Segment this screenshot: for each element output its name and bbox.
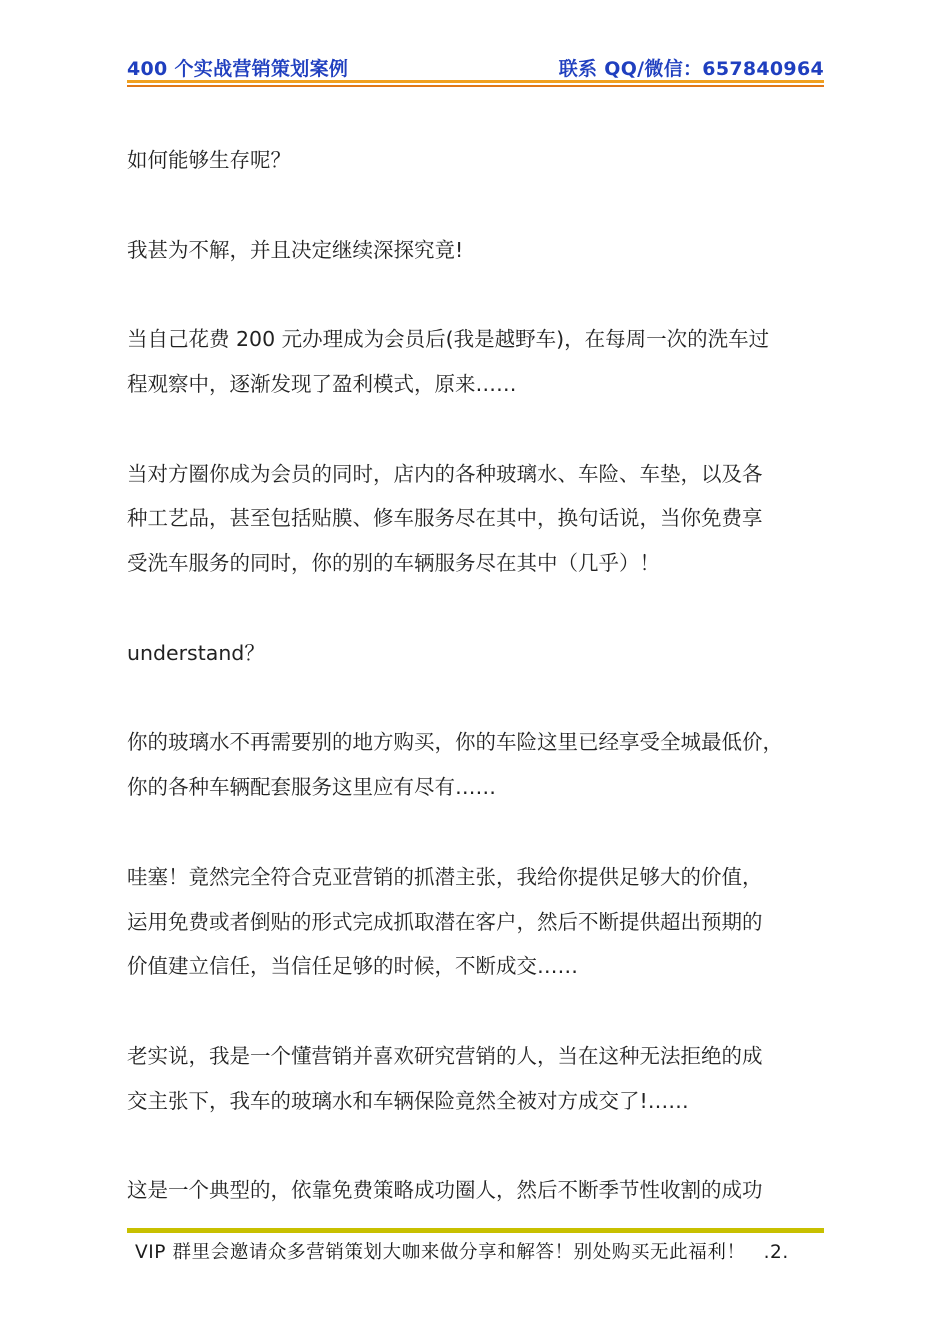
paragraph-7 xyxy=(127,855,827,989)
text-line: 你的各种车辆配套服务这里应有尽有…… xyxy=(127,775,496,800)
text-line: 程观察中，逐渐发现了盈利模式，原来…… xyxy=(127,371,517,396)
paragraph-9 xyxy=(127,1168,827,1213)
header-divider-top xyxy=(127,80,824,83)
paragraph-6 xyxy=(127,720,827,810)
text-line: 当自己花费 200 元办理成为会员后(我是越野车)，在每周一次的洗车过 xyxy=(127,327,770,352)
paragraph-1 xyxy=(127,138,827,183)
document-body xyxy=(127,138,827,1258)
footer-text: VIP 群里会邀请众多营销策划大咖来做分享和解答！别处购买无此福利！ xyxy=(135,1242,746,1263)
header-divider-bottom xyxy=(127,85,824,87)
text-line: 我甚为不解，并且决定继续深探究竟! xyxy=(127,237,464,262)
paragraph-3 xyxy=(127,317,827,407)
paragraph-5 xyxy=(127,631,827,676)
paragraph-4 xyxy=(127,452,827,586)
page-footer xyxy=(135,1238,895,1264)
text-line: 你的玻璃水不再需要别的地方购买，你的车险这里已经享受全城最低价， xyxy=(127,730,783,755)
text-line: 如何能够生存呢？ xyxy=(127,148,291,172)
text-line: 哇塞！竟然完全符合克亚营销的抓潜主张，我给你提供足够大的价值， xyxy=(127,864,763,889)
text-line: 种工艺品，甚至包括贴膜、修车服务尽在其中，换句话说，当你免费享 xyxy=(127,506,763,531)
header-title: 400 个实战营销策划案例 xyxy=(127,58,349,80)
header-contact: 联系 QQ/微信：657840964 xyxy=(558,58,824,80)
page-header xyxy=(127,52,824,82)
text-line: understand？ xyxy=(127,640,265,665)
text-line: 这是一个典型的，依靠免费策略成功圈人，然后不断季节性收割的成功 xyxy=(127,1178,763,1203)
text-line: 当对方圈你成为会员的同时，店内的各种玻璃水、车险、车垫，以及各 xyxy=(127,461,763,486)
text-line: 价值建立信任，当信任足够的时候，不断成交…… xyxy=(127,954,578,979)
page-number: .2. xyxy=(763,1242,789,1263)
paragraph-8 xyxy=(127,1034,827,1124)
text-line: 运用免费或者倒贴的形式完成抓取潜在客户，然后不断提供超出预期的 xyxy=(127,909,763,934)
footer-divider xyxy=(127,1228,824,1233)
text-line: 交主张下，我车的玻璃水和车辆保险竟然全被对方成交了!…… xyxy=(127,1088,689,1113)
paragraph-2 xyxy=(127,228,827,273)
text-line: 老实说，我是一个懂营销并喜欢研究营销的人，当在这种无法拒绝的成 xyxy=(127,1043,763,1068)
text-line: 受洗车服务的同时，你的别的车辆服务尽在其中（几乎）！ xyxy=(127,551,660,576)
